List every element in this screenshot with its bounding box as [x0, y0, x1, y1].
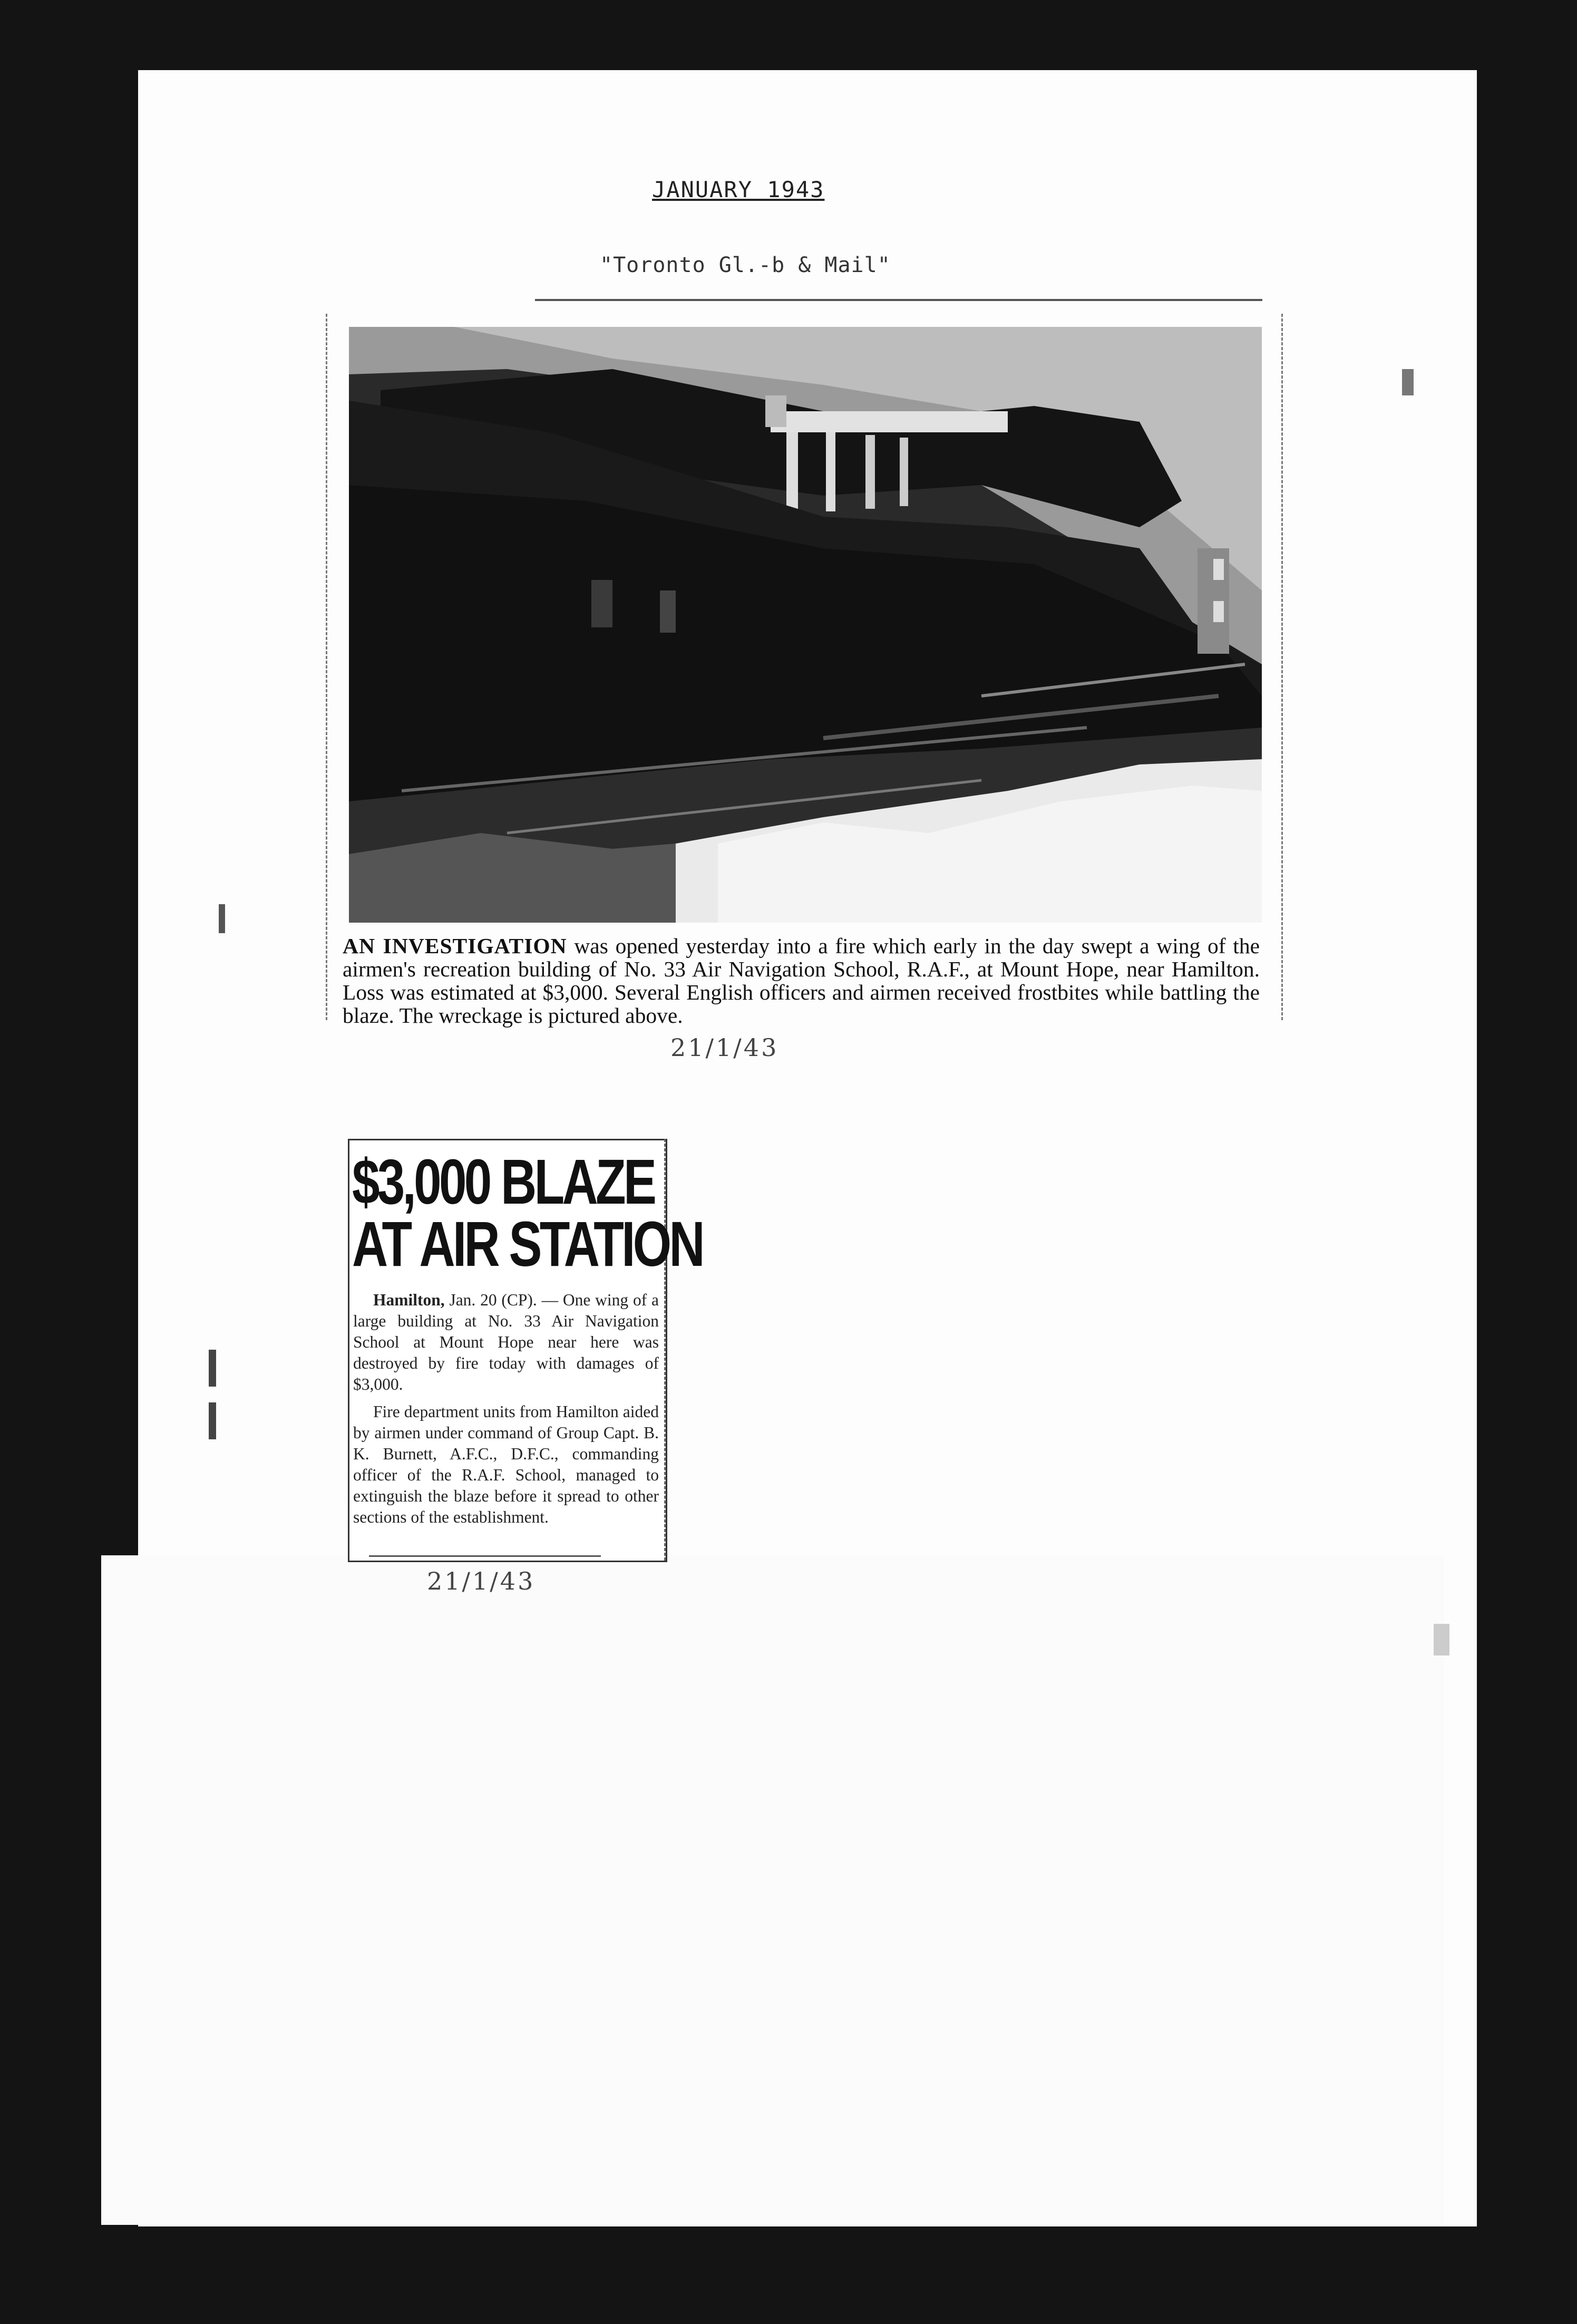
handwritten-date-1: 21/1/43: [670, 1033, 779, 1062]
scan-artifact: [1402, 369, 1414, 395]
clipping-top-rule: [535, 299, 1262, 301]
page-lower-edge: [101, 1555, 1444, 2225]
newspaper-source-label: "Toronto Gl.-b & Mail": [600, 253, 891, 277]
headline-line-2: AT AIR STATION: [352, 1208, 703, 1280]
handwritten-date-2: 21/1/43: [427, 1567, 536, 1595]
article-headline: [352, 1146, 703, 1280]
scan-artifact: [209, 1402, 216, 1439]
page-date-heading: JANUARY 1943: [652, 177, 825, 202]
article-dateline: Hamilton,: [373, 1291, 445, 1309]
headline-line-1: $3,000 BLAZE: [352, 1146, 655, 1217]
scan-artifact: [209, 1350, 216, 1387]
article-bottom-rule: [369, 1555, 601, 1557]
caption-lead: AN INVESTIGATION: [343, 934, 567, 958]
article-body: [353, 1290, 659, 1534]
scan-artifact: [219, 904, 225, 933]
photo-caption: [343, 934, 1260, 1027]
wreckage-photo-image: [349, 327, 1262, 923]
caption-body: was opened yesterday into a fire which early in the day swept a wing of the airmen's recreation building of No. 33 Air Navigation School, R.A.F., at Mount Hope, near Hamilton. Loss was estimated at $3,000. Several English officers and airmen received frostbites while battling the blaze. The wreckage is pictured above.: [343, 934, 1260, 1028]
scan-artifact: [1434, 1624, 1449, 1655]
article-paragraph-2: Fire department units from Hamilton aided by airmen under command of Group Capt. B. K. Burnett, A.F.C., D.F.C., commanding officer of the R.A.F. School, managed to extinguish the blaze before it spread to other sections of the establishment.: [353, 1402, 659, 1526]
article-paragraph-1: [353, 1290, 659, 1395]
article-paragraph-1-text: Jan. 20 (CP). — One wing of a large building at No. 33 Air Navigation School at Mount Hope near here was destroyed by fire today with damages of $3,000.: [353, 1291, 659, 1393]
wreckage-photo: [349, 327, 1262, 923]
article-clipping-edge: [663, 1139, 666, 1561]
